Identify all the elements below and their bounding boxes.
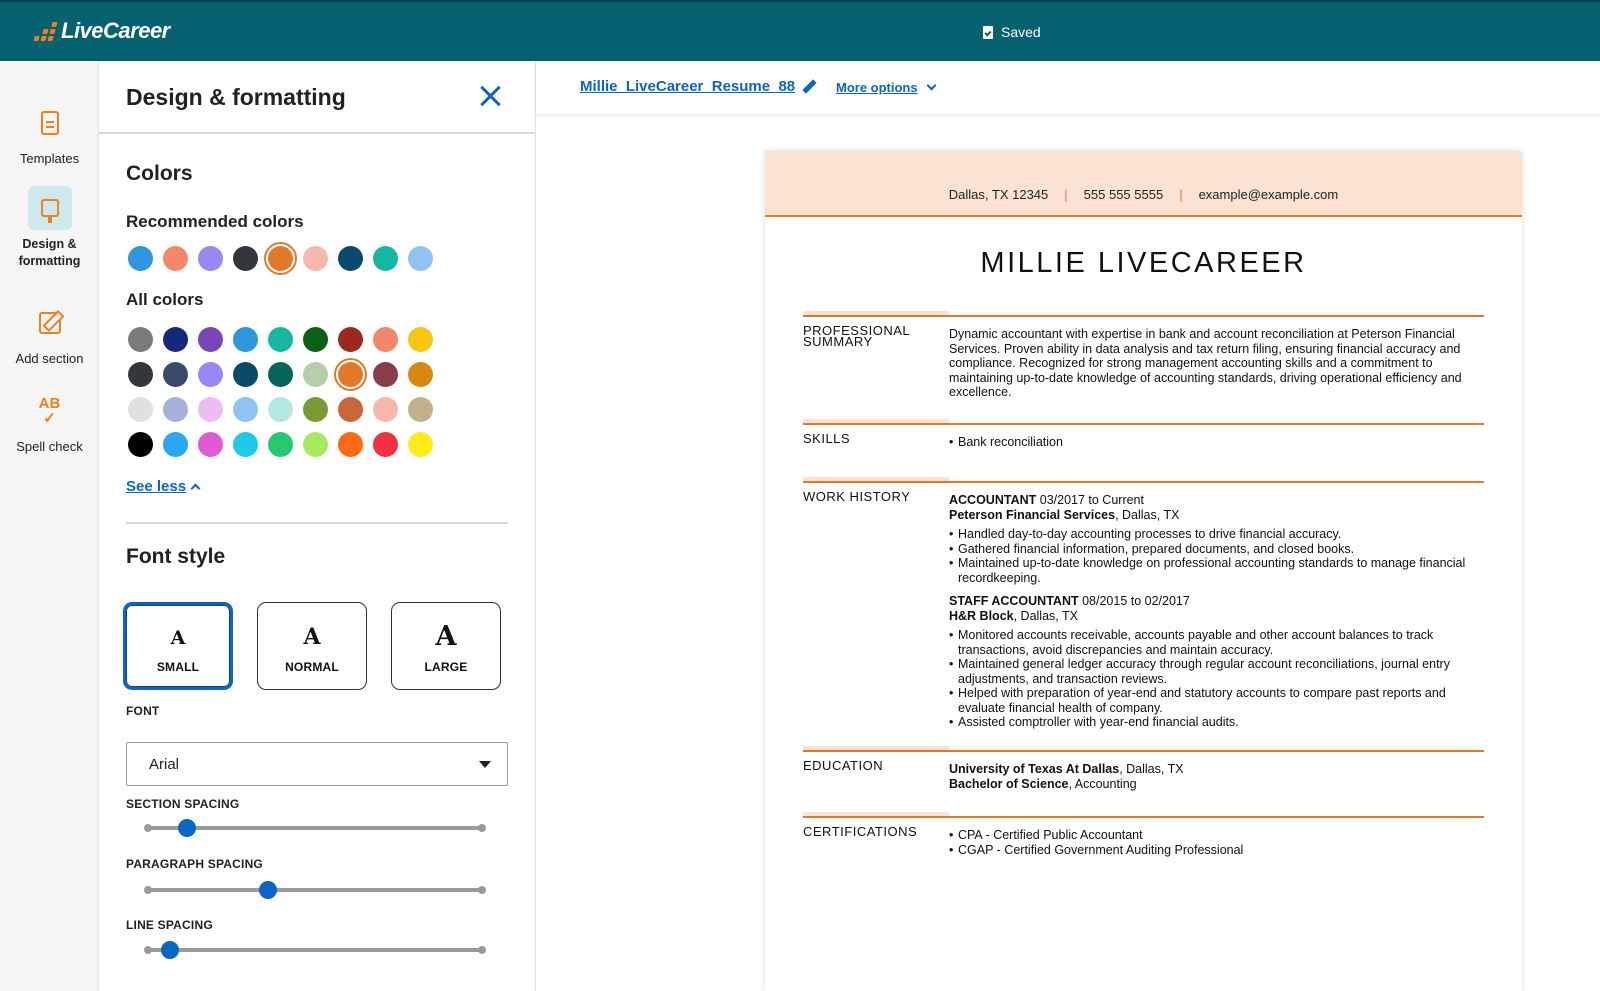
color-swatch[interactable] <box>373 327 398 352</box>
panel-header <box>99 61 535 134</box>
color-swatch[interactable] <box>303 362 328 387</box>
rail-item-label: Add section <box>15 351 84 366</box>
color-swatch[interactable] <box>268 362 293 387</box>
color-swatch[interactable] <box>338 327 363 352</box>
list-item: • Assisted comptroller with year-end financial audits. <box>949 715 1479 730</box>
document-name: Millie_LiveCareer_Resume_88 <box>580 78 796 95</box>
color-swatch[interactable] <box>233 397 258 422</box>
degree: Bachelor of Science <box>949 776 1069 791</box>
font-size-glyph: A <box>435 621 457 652</box>
color-swatch[interactable] <box>408 327 433 352</box>
recommended-colors <box>128 246 433 271</box>
document-toolbar <box>536 61 1600 114</box>
color-swatch[interactable] <box>198 432 223 457</box>
logo-text: LiveCareer <box>61 18 170 43</box>
list-item: • Bank reconciliation <box>949 435 1479 450</box>
color-swatch[interactable] <box>163 362 188 387</box>
list-item: • Maintained up-to-date knowledge on professional accounting standards to manage financial recordkeeping. <box>949 556 1479 585</box>
saved-label: Saved <box>1001 24 1041 40</box>
color-swatch[interactable] <box>163 432 188 457</box>
color-swatch-row <box>128 327 433 352</box>
resume-address: Dallas, TX 12345 <box>948 187 1049 202</box>
section-spacing-slider[interactable] <box>146 818 484 838</box>
skills-list <box>949 435 1479 450</box>
work-history <box>949 493 1479 734</box>
font-size-small-button[interactable] <box>123 602 233 690</box>
see-less-link[interactable] <box>126 478 199 495</box>
list-item: • CGAP - Certified Government Auditing Professional <box>949 843 1479 858</box>
color-swatch[interactable] <box>198 362 223 387</box>
paragraph-spacing-slider[interactable] <box>146 880 484 900</box>
list-item: • Gathered financial information, prepared documents, and closed books. <box>949 542 1479 557</box>
certifications-list <box>949 828 1479 857</box>
colors-heading: Colors <box>126 162 193 185</box>
job-dates: 03/2017 to Current <box>1039 493 1144 507</box>
line-spacing-slider[interactable] <box>146 940 484 960</box>
font-select-value: Arial <box>149 756 180 773</box>
job-location: , Dallas, TX <box>1115 507 1180 522</box>
color-swatch[interactable] <box>128 397 153 422</box>
color-swatch[interactable] <box>233 362 258 387</box>
color-swatch[interactable] <box>303 327 328 352</box>
job-entry <box>949 493 1479 585</box>
font-size-glyph: A <box>303 624 321 650</box>
rail-item-label: Design & formatting <box>18 237 81 268</box>
color-swatch[interactable] <box>373 362 398 387</box>
color-swatch[interactable] <box>373 432 398 457</box>
color-swatch[interactable] <box>338 432 363 457</box>
list-item: • Maintained general ledger accuracy through regular account reconciliations, journal entry adjustments, and transaction reviews. <box>949 657 1479 686</box>
color-swatch[interactable] <box>303 246 328 271</box>
slider-thumb[interactable] <box>259 881 277 899</box>
rail-item-label: Templates <box>19 151 80 166</box>
color-swatch[interactable] <box>198 327 223 352</box>
color-swatch-row <box>128 432 433 457</box>
resume-name: MILLIE LIVECAREER <box>980 247 1307 279</box>
color-swatch[interactable] <box>268 246 293 271</box>
livecareer-logo[interactable] <box>36 18 170 44</box>
summary-text: Dynamic accountant with expertise in bank and account reconciliation at Peterson Financial Services. Proven ability in data analysis and tax return filing, ensuring financial accuracy and compliance. Recognized for strong management accounting skills and a commitment to maintaining up-to-date knowledge of accounting standards, driving operational efficiency and excellence. <box>949 327 1462 399</box>
color-swatch[interactable] <box>163 327 188 352</box>
more-options-button[interactable] <box>836 80 935 95</box>
font-size-large-button[interactable] <box>391 602 501 690</box>
resume-email: example@example.com <box>1198 187 1339 202</box>
resume-contact <box>765 187 1522 202</box>
job-company: H&R Block <box>949 608 1014 623</box>
font-size-label: SMALL <box>156 660 200 674</box>
color-swatch[interactable] <box>128 362 153 387</box>
job-title: ACCOUNTANT <box>949 493 1037 507</box>
left-rail <box>0 61 99 991</box>
more-options-label: More options <box>836 80 918 95</box>
job-title: STAFF ACCOUNTANT <box>949 594 1079 608</box>
color-swatch-row <box>128 362 433 387</box>
saved-document-icon <box>983 26 993 39</box>
section-title: WORK HISTORY <box>803 489 911 504</box>
line-spacing-label: LINE SPACING <box>126 918 213 932</box>
font-select[interactable] <box>126 742 508 786</box>
color-swatch[interactable] <box>128 327 153 352</box>
color-swatch[interactable] <box>268 327 293 352</box>
color-swatch[interactable] <box>198 246 223 271</box>
color-swatch[interactable] <box>338 397 363 422</box>
color-swatch[interactable] <box>163 397 188 422</box>
color-swatch[interactable] <box>408 362 433 387</box>
section-title: CERTIFICATIONS <box>803 824 918 839</box>
list-item: • Handled day-to-day accounting processes to drive financial accuracy. <box>949 527 1479 542</box>
color-swatch[interactable] <box>303 397 328 422</box>
color-swatch[interactable] <box>373 246 398 271</box>
color-swatch[interactable] <box>408 432 433 457</box>
job-entry <box>949 594 1479 730</box>
edit-icon <box>28 301 72 345</box>
color-swatch[interactable] <box>198 397 223 422</box>
caret-down-icon <box>479 761 491 768</box>
job-location: , Dallas, TX <box>1013 608 1078 623</box>
rail-item-design-formatting[interactable] <box>0 186 99 270</box>
all-colors-heading: All colors <box>126 290 204 309</box>
color-swatch[interactable] <box>128 432 153 457</box>
job-company: Peterson Financial Services <box>949 507 1116 522</box>
spell-check-icon: AB ✓ <box>38 395 61 427</box>
recommended-colors-heading: Recommended colors <box>126 212 304 231</box>
slider-thumb[interactable] <box>178 819 196 837</box>
color-swatch[interactable] <box>128 246 153 271</box>
contact-separator: | <box>1179 187 1183 202</box>
color-swatch[interactable] <box>408 246 433 271</box>
section-title: EDUCATION <box>803 758 884 773</box>
color-swatch[interactable] <box>338 362 363 387</box>
color-swatch[interactable] <box>233 246 258 271</box>
divider <box>126 522 508 524</box>
font-style-heading: Font style <box>126 545 226 568</box>
school-location: , Dallas, TX <box>1119 762 1184 776</box>
panel-title: Design & formatting <box>126 84 346 110</box>
contact-separator: | <box>1064 187 1068 202</box>
chevron-up-icon <box>191 484 201 494</box>
design-formatting-panel <box>99 61 536 991</box>
major: , Accounting <box>1068 776 1137 791</box>
main-area <box>536 61 1600 991</box>
logo-mark-icon <box>33 22 57 41</box>
color-swatch[interactable] <box>373 397 398 422</box>
color-swatch[interactable] <box>408 397 433 422</box>
rail-item-spell-check[interactable] <box>0 389 99 454</box>
section-spacing-label: SECTION SPACING <box>126 797 240 811</box>
color-swatch[interactable] <box>268 397 293 422</box>
font-size-glyph: A <box>170 627 186 649</box>
color-swatch[interactable] <box>338 246 363 271</box>
chevron-down-icon <box>926 81 936 91</box>
job-dates: 08/2015 to 02/2017 <box>1082 594 1190 608</box>
rail-item-templates[interactable] <box>0 101 99 166</box>
list-item: • Monitored accounts receivable, accounts payable and other account balances to track transactions, avoid discrepancies and maintain accuracy. <box>949 628 1479 657</box>
color-swatch[interactable] <box>268 432 293 457</box>
saved-status <box>983 24 1041 40</box>
color-swatch[interactable] <box>233 432 258 457</box>
paint-brush-icon <box>28 186 72 230</box>
section-title: SKILLS <box>803 431 851 446</box>
color-swatch[interactable] <box>303 432 328 457</box>
color-swatch-row <box>128 397 433 422</box>
slider-thumb[interactable] <box>161 941 179 959</box>
list-item: • Helped with preparation of year-end and statutory accounts to compare past reports and evaluate financial health of company. <box>949 686 1479 715</box>
resume-phone: 555 555 5555 <box>1083 187 1164 202</box>
color-swatch[interactable] <box>233 327 258 352</box>
section-title: PROFESSIONAL SUMMARY <box>803 323 910 349</box>
resume-preview[interactable] <box>765 151 1522 991</box>
paragraph-spacing-label: PARAGRAPH SPACING <box>126 857 263 871</box>
pencil-icon <box>803 79 817 93</box>
font-label: FONT <box>126 704 160 718</box>
font-size-label: NORMAL <box>285 660 339 674</box>
font-size-label: LARGE <box>424 660 468 674</box>
rail-item-label: Spell check <box>16 439 83 454</box>
education-entry <box>949 762 1479 791</box>
document-icon <box>28 101 72 145</box>
see-less-label: See less <box>126 478 187 495</box>
color-swatch[interactable] <box>163 246 188 271</box>
list-item: • CPA - Certified Public Accountant <box>949 828 1479 843</box>
school-name: University of Texas At Dallas <box>949 762 1120 776</box>
font-size-normal-button[interactable] <box>257 602 367 690</box>
document-name-link[interactable] <box>580 78 812 95</box>
top-bar <box>0 0 1600 61</box>
close-icon[interactable] <box>475 81 505 111</box>
resume-header <box>765 151 1522 217</box>
rail-item-add-section[interactable] <box>0 301 99 366</box>
